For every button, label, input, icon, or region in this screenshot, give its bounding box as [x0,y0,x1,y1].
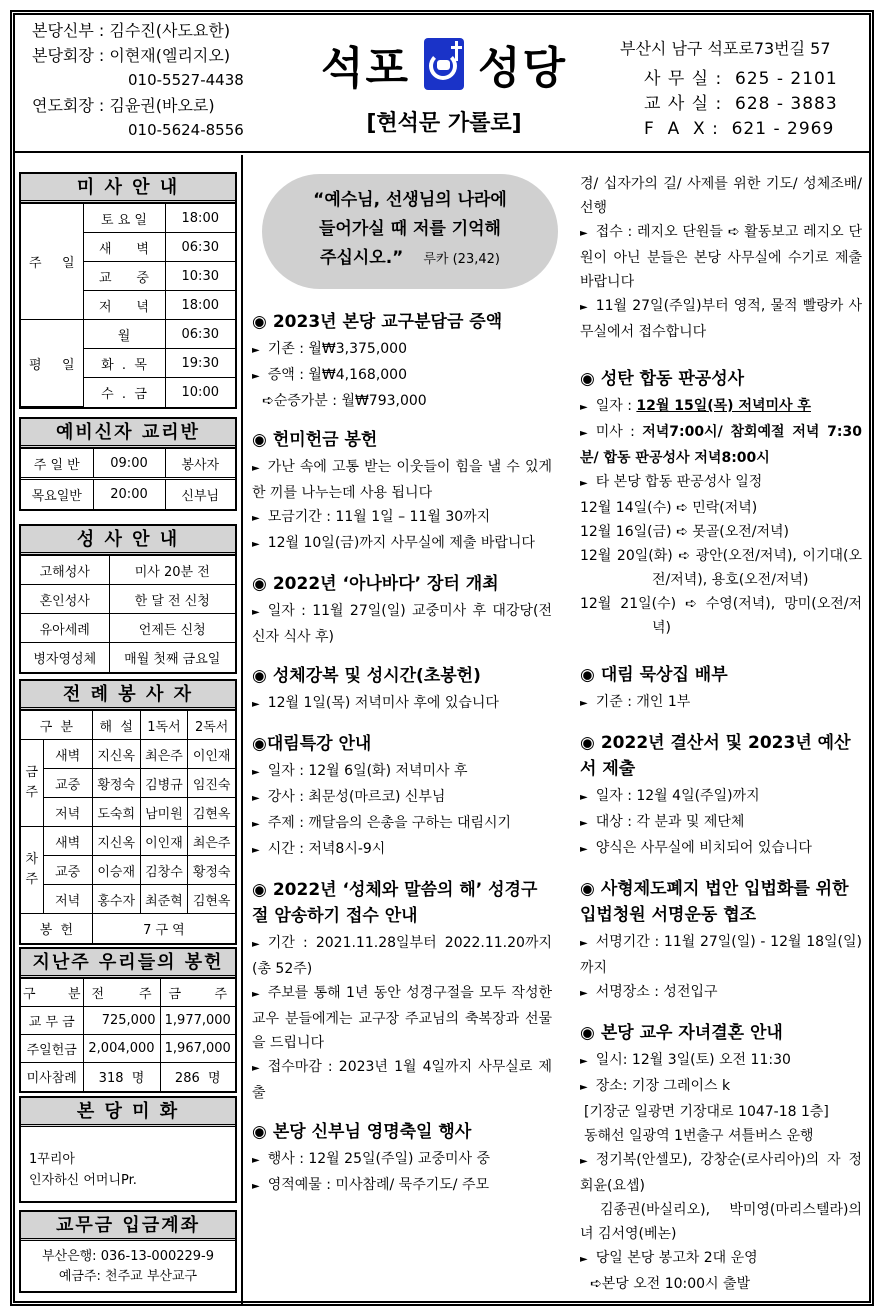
bullet-icon: ◉ [252,574,267,594]
section-diocese-contribution: ◉ 2023년 본당 교구분담금 증액 ► 기존 : 월₩3,375,000 ► 증액 : 월₩4,168,000 ➪순증가분 : 월₩793,000 [252,312,503,409]
president: 본당회장 : 이현재(엘리지오) [32,46,231,65]
bullet-icon: ◉ [580,665,595,685]
account-box [19,1210,237,1293]
parish-stories-title: 본 당 미 화 [21,1098,235,1127]
left-sidebar [14,155,243,1305]
arrow-icon: ► [580,1056,588,1067]
liturgy-servers-title: 전 례 봉 사 자 [21,681,235,710]
section-pastor-feast-day: ◉ 본당 신부님 영명축일 행사 ► 행사 : 12월 25일(주일) 교중미사 중 ► 영적예물 : 미사참례/ 묵주기도/ 주모 [252,1122,490,1193]
office-phone: 사 무 실 : 625 - 2101 [644,69,838,89]
arrow-icon: ► [252,699,260,710]
mass-schedule-box [19,172,237,409]
arrow-icon: ► [580,844,588,855]
patron-subtitle: [현석문 가롤로] [366,111,522,136]
arrow-icon: ► [252,607,260,618]
arrow-icon: ► [580,402,588,413]
arrow-icon: ► [252,345,260,356]
mass-schedule-table: 주 일 토 요 일 18:00 새 벽 06:30 교 중 10:30 저 녁 18:00 평 일 월 06:30 화 . 목 19:30 수 . 금 10:00 [21,203,235,407]
offerings-box [19,947,237,1093]
arrow-icon: ► [580,818,588,829]
bullet-icon: ◉ [252,312,267,332]
bullet-icon: ◉ [580,733,595,753]
section-advent-lecture: ◉대림특강 안내 ► 일자 : 12월 6일(화) 저녁미사 후 ► 강사 : 최문성(마르코) 신부님 ► 주제 : 깨달음의 은총을 구하는 대림시기 ► 시간 : 저녁8시-9시 [252,734,512,857]
arrow-icon: ► [580,1082,588,1093]
bullet-icon: ◉ [252,734,267,754]
arrow-icon: ► [580,302,588,313]
sacraments-title: 성 사 안 내 [21,526,235,555]
arrow-icon: ► [580,938,588,949]
quote-reference: 루카 (23,42) [423,252,500,267]
arrow-icon: ► [252,513,260,524]
title-right: 성당 [478,43,568,94]
bullet-icon: ◉ [580,879,595,899]
arrow-icon: ► [252,845,260,856]
parish-title-block [314,32,574,137]
arrow-icon: ► [580,792,588,803]
middle-column [252,160,552,1199]
bullet-icon: ◉ [580,369,595,389]
section-rice-offering: ◉ 헌미헌금 봉헌 ► 가난 속에 고통 받는 이웃들이 힘을 낼 수 있게 한 끼를 나누는데 사용 됩니다 ► 모금기간 : 11월 1일 – 11월 30까지 ► 12월 10일(금)까지 사무실에 제출 바랍니다 [252,430,552,551]
stories-line-1: 1꾸리아 [29,1152,75,1167]
president-phone: 010-5527-4438 [128,71,244,89]
section-advent-booklet: ◉ 대림 묵상집 배부 ► 기준 : 개인 1부 [580,665,728,710]
mass-schedule-title: 미 사 안 내 [21,174,235,203]
section-benediction: ◉ 성체강복 및 성시간(초봉헌) ► 12월 1일(목) 저녁미사 후에 있습니다 [252,666,499,711]
sacraments-table: 고해성사 미사 20분 전 혼인성사 한 달 전 신청 유아세례 언제든 신청 병자영성체 매월 첫째 금요일 [21,555,235,672]
contact-info [620,36,838,142]
pastor: 본당신부 : 김수진(사도요한) [32,21,231,40]
parish-logo-icon [424,38,464,90]
section-pastor-feast-day-cont: 경/ 십자가의 길/ 사제를 위한 기도/ 성체조배/ 선행 ► 접수 : 레지오 단원들 ➪ 활동보고 레지오 단원이 아닌 분들은 본당 사무실에 수기로 제출 바랍니다 ► 11월 27일(주일)부터 영적, 물적 빨랑카 사무실에서 접수합니다 [580,176,862,340]
section-budget-submission: ◉ 2022년 결산서 및 2023년 예산서 제출 ► 일자 : 12월 4일(주일)까지 ► 대상 : 각 분과 및 제단체 ► 양식은 사무실에 비치되어 있습니다 [580,733,851,856]
offerings-table: 구 분 전 주 금 주 교 무 금 725,000 1,977,000 주일헌금 2,004,000 1,967,000 미사참례 318 명 286 명 [21,978,235,1091]
arrow-icon: ► [252,539,260,550]
account-holder: 예금주: 천주교 부산교구 [58,1269,198,1284]
arrow-icon: ► [580,988,588,999]
arrow-icon: ► [252,989,260,1000]
arrow-icon: ► [252,1155,260,1166]
bullet-icon: ◉ [252,1122,267,1142]
arrow-icon: ► [252,1181,260,1192]
arrow-icon: ► [580,428,588,439]
section-christmas-confession: ◉ 성탄 합동 판공성사 ► 일자 : 12월 15일(목) 저녁미사 후 ► 미사 : 저녁7:00시/ 참회예절 저녁 7:30분/ 합동 판공성사 저녁8:00시 ► 타 본당 합동 판공성사 일정 12월 14일(수) ➪ 민락(저녁) 12월 16일(금) ➪ 못골(오전/저녁) 12월 20일(화) ➪ 광안(오전/저녁), 이기대(오전/저녁), 용호(오전/저녁) 12월 21일(수) ➪ 수영(저녁), 망미(오전/저녁) [580,369,862,636]
catechumen-table: 주 일 반 09:00 봉사자 목요일반 20:00 신부님 [21,448,235,509]
bulletin-header [14,14,870,153]
arrow-icon: ► [252,371,260,382]
bullet-icon: ◉ [252,880,267,900]
arrow-icon: ► [252,463,260,474]
parish-staff [32,18,244,143]
bullet-icon: ◉ [580,1023,595,1043]
arrow-icon: ► [580,478,588,489]
youth-president: 연도회장 : 김윤권(바오로) [32,96,215,115]
parish-stories-box [19,1096,237,1203]
account-title: 교무금 입금계좌 [21,1212,235,1241]
fax-number: F A X : 621 - 2969 [644,119,835,139]
arrow-icon: ► [252,939,260,950]
offerings-title: 지난주 우리들의 봉헌 [21,949,235,978]
section-wedding-notice: ◉ 본당 교우 자녀결혼 안내 ► 일시: 12월 3일(토) 오전 11:30 ► 장소: 기장 그레이스 k [기장군 일광면 기장대로 1047-18 1층] 동해선 일광역 1번출구 셔틀버스 운행 ► 정기복(안셀모), 강창순(로사리아)의 자 정회윤(요셉) 김종권(바실리오), 박미영(마리스텔라)의 녀 김서영(베논) ► 당일 본당 봉고차 2대 운영 ➪본당 오전 10:00시 출발 [580,1023,862,1292]
arrow-icon: ► [580,698,588,709]
arrow-icon: ► [580,1254,588,1265]
arrow-icon: ► [252,819,260,830]
liturgy-servers-table: 구 분 해 설 1독서 2독서 금주 새벽 지신옥 최은주 이인재 교중 황정숙 김병규 임진숙 저녁 도숙희 남미원 김현옥 차주 새벽 지신옥 이인재 최은주 교중 이승재 김창수 황정숙 저녁 홍수자 최준혁 김현옥 봉 헌 7 구 역 [21,710,235,943]
catechumen-box [19,417,237,511]
right-column [580,172,862,1296]
section-flea-market: ◉ 2022년 ‘아나바다’ 장터 개최 ► 일자 : 11월 27일(일) 교중미사 후 대강당(전신자 식사 후) [252,574,552,645]
youth-phone: 010-5624-8556 [128,121,244,139]
title-left: 석포 [320,43,410,94]
section-bible-recitation: ◉ 2022년 ‘성체와 말씀의 해’ 성경구절 암송하기 접수 안내 ► 기간 : 2021.11.28일부터 2022.11.20까지(총 52주) ► 주보를 통해 1년 동안 성경구절을 모두 작성한 교우 분들에게는 교구장 주교님의 축복장과 선물을 드립니다 ► 접수마감 : 2023년 1월 4일까지 사무실로 제출 [252,880,552,1101]
liturgy-servers-box [19,679,237,945]
bullet-icon: ◉ [252,666,267,686]
bullet-icon: ◉ [252,430,267,450]
arrow-icon: ► [580,1156,588,1167]
arrow-icon: ► [252,1063,260,1074]
address: 부산시 남구 석포로73번길 57 [620,39,831,58]
bank-account: 부산은행: 036-13-000229-9 [41,1249,215,1264]
section-death-penalty-petition: ◉ 사형제도폐지 법안 입법화를 위한 입법청원 서명운동 협조 ► 서명기간 : 11월 27일(일) - 12월 18일(일)까지 ► 서명장소 : 성전입구 [580,879,862,1000]
sacraments-box [19,524,237,674]
teacher-room-phone: 교 사 실 : 628 - 3883 [644,94,838,114]
scripture-quote: “예수님, 선생님의 나라에 들어가실 때 저를 기억해 주십시오.” 루카 (23,42) [262,174,558,289]
arrow-icon: ► [580,228,588,239]
catechumen-title: 예비신자 교리반 [21,419,235,448]
arrow-icon: ► [252,793,260,804]
arrow-icon: ► [252,767,260,778]
stories-line-2: 인자하신 어머니Pr. [29,1173,137,1188]
